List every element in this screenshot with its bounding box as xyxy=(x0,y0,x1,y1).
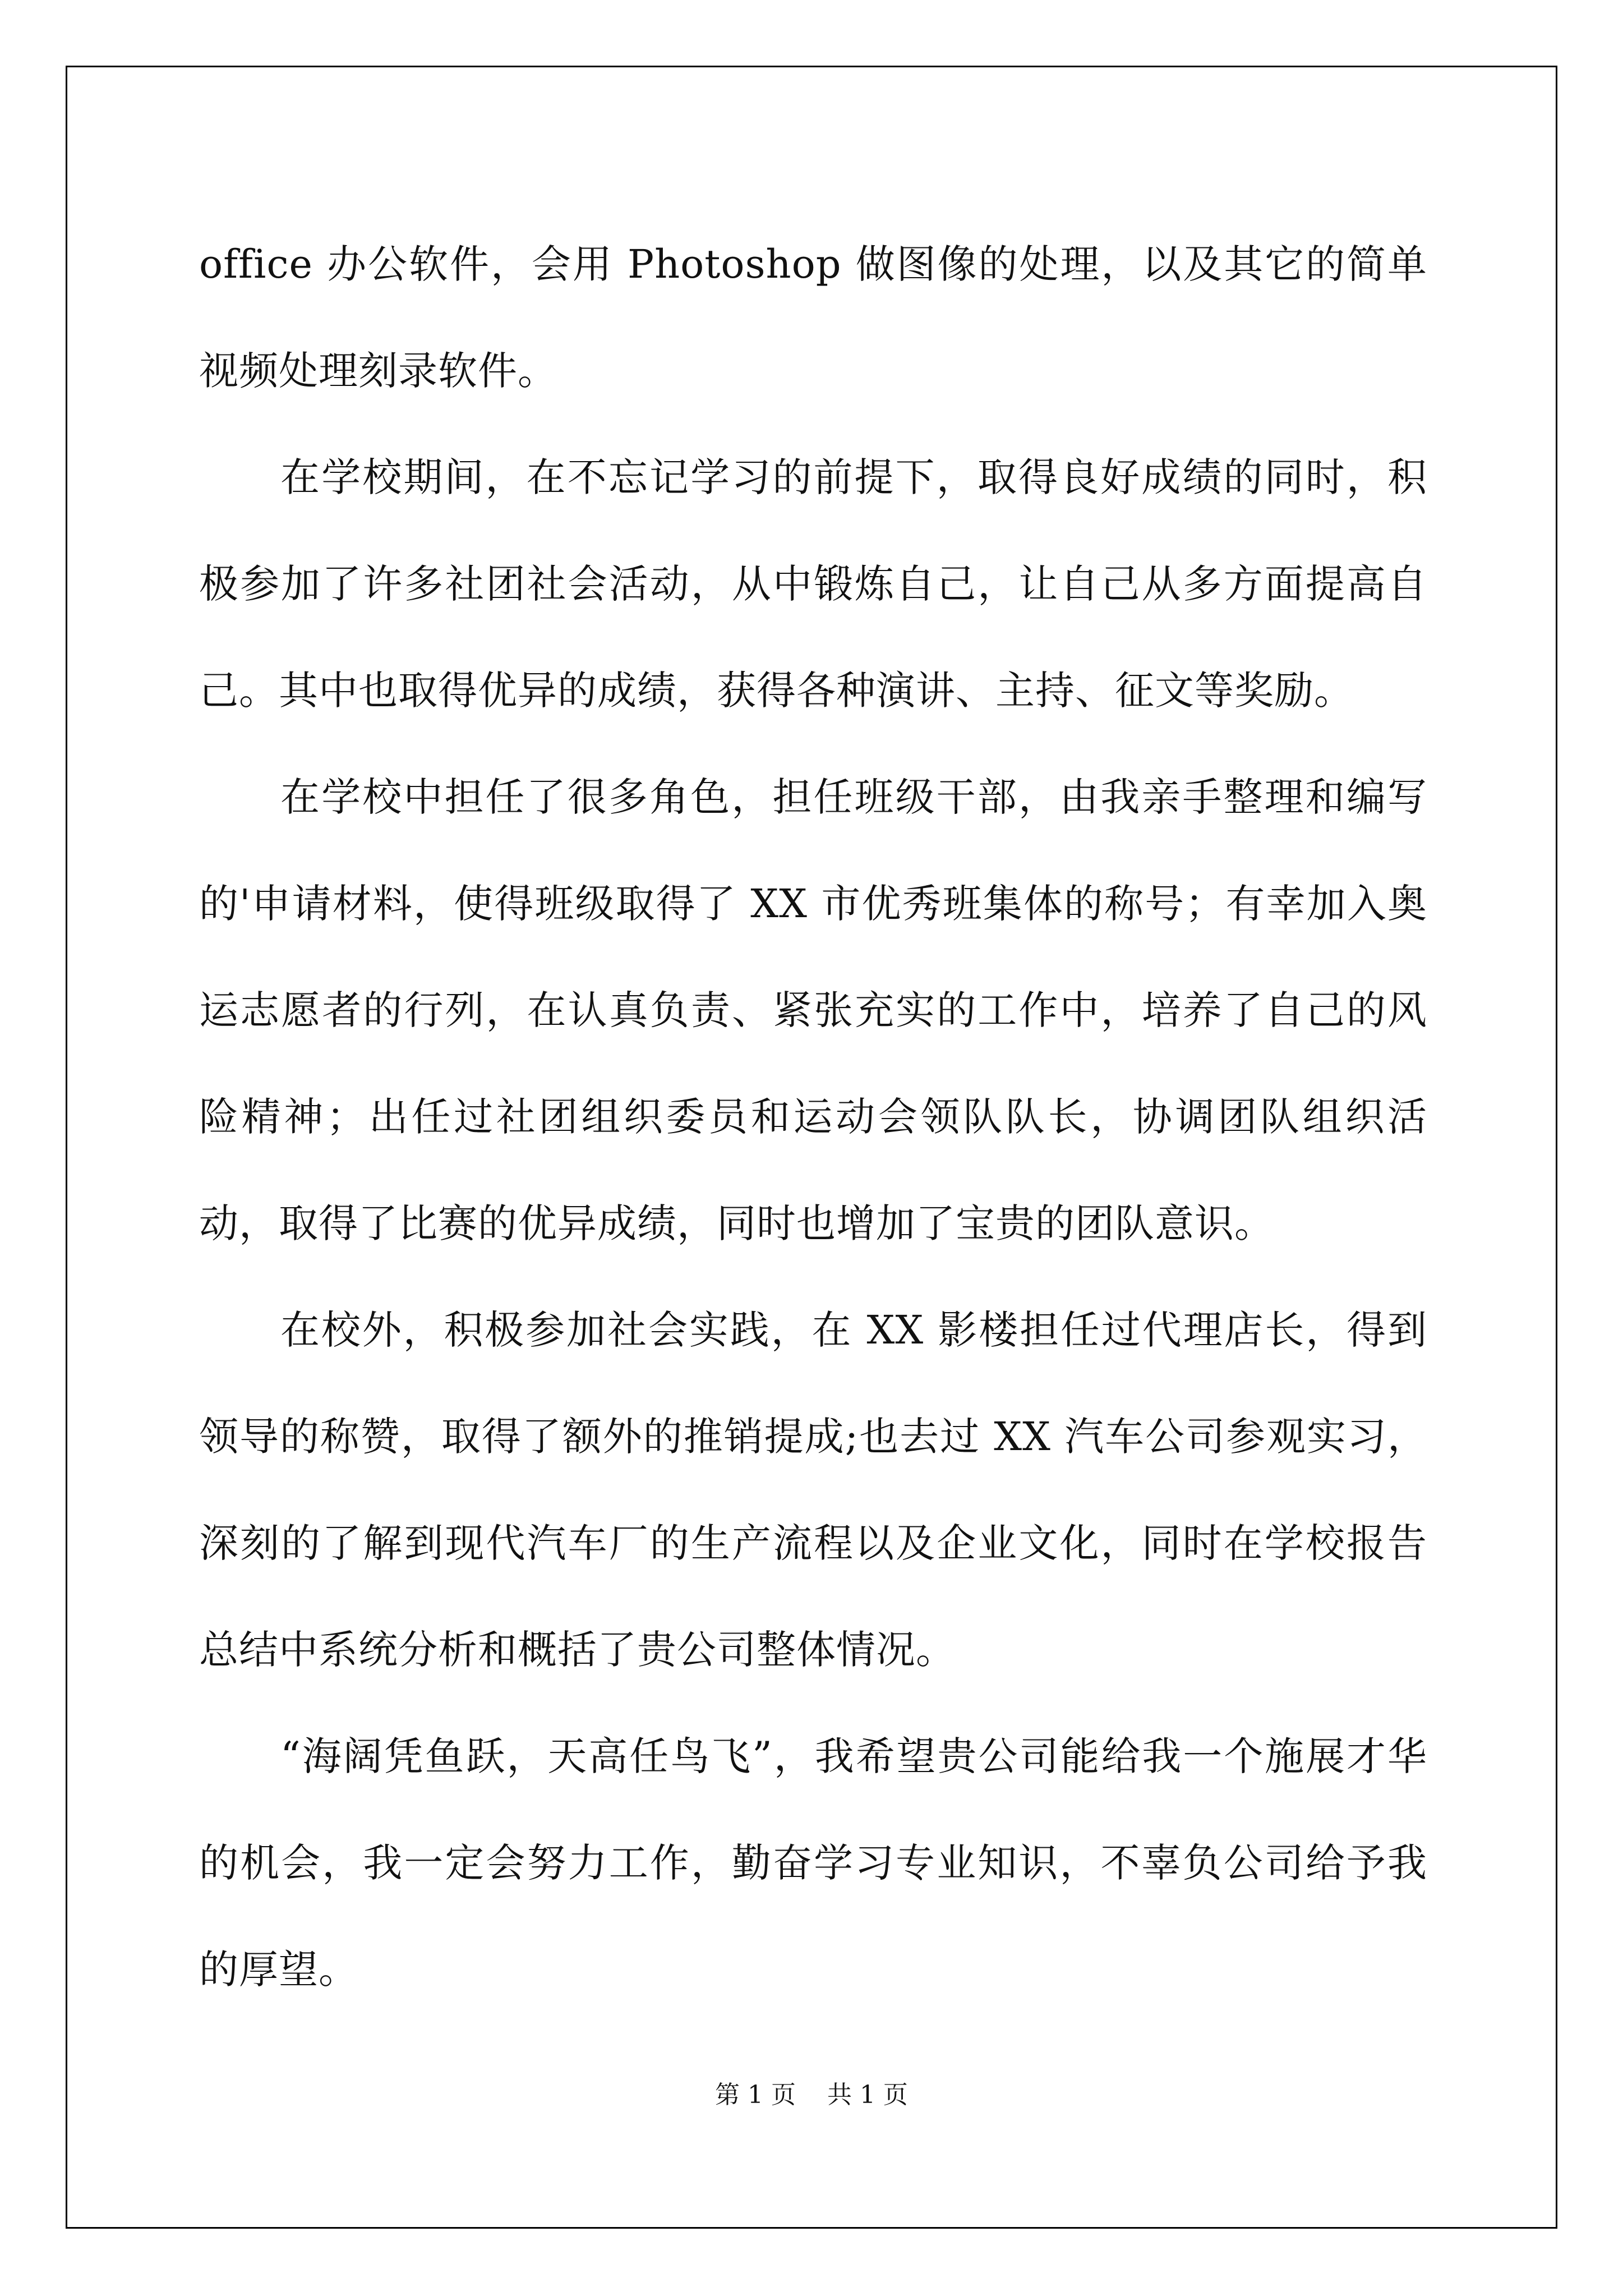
paragraph-closing: “海阔凭鱼跃，天高任鸟飞”，我希望贵公司能给我一个施展才华的机会，我一定会努力工作，勤奋学习专业知识，不辜负公司给予我的厚望。 xyxy=(199,1733,1427,1993)
page-footer xyxy=(0,2078,1623,2112)
page-number-current: 第 1 页 xyxy=(715,2081,796,2109)
paragraph-off-campus-practice: 在校外，积极参加社会实践，在 XX 影楼担任过代理店长，得到领导的称赞，取得了额外的推销提成;也去过 XX 汽车公司参观实习，深刻的了解到现代汽车厂的生产流程以及企业文化，同时在学校报告总结中系统分析和概括了贵公司整体情况。 xyxy=(199,1307,1427,1673)
paragraph-school-activities: 在学校期间，在不忘记学习的前提下，取得良好成绩的同时，积极参加了许多社团社会活动，从中锻炼自己，让自己从多方面提高自己。其中也取得优异的成绩，获得各种演讲、主持、征文等奖励。 xyxy=(199,454,1427,714)
paragraph-software-skills: office 办公软件，会用 Photoshop 做图像的处理，以及其它的简单视频处理刻录软件。 xyxy=(199,241,1427,394)
document-body xyxy=(199,211,1427,2023)
page-number-total: 共 1 页 xyxy=(827,2081,908,2109)
paragraph-school-roles: 在学校中担任了很多角色，担任班级干部，由我亲手整理和编写的'申请材料，使得班级取得了 XX 市优秀班集体的称号；有幸加入奥运志愿者的行列，在认真负责、紧张充实的工作中，培养了自己的风险精神；出任过社团组织委员和运动会领队队长，协调团队组织活动，取得了比赛的优异成绩，同时也增加了宝贵的团队意识。 xyxy=(199,774,1427,1246)
